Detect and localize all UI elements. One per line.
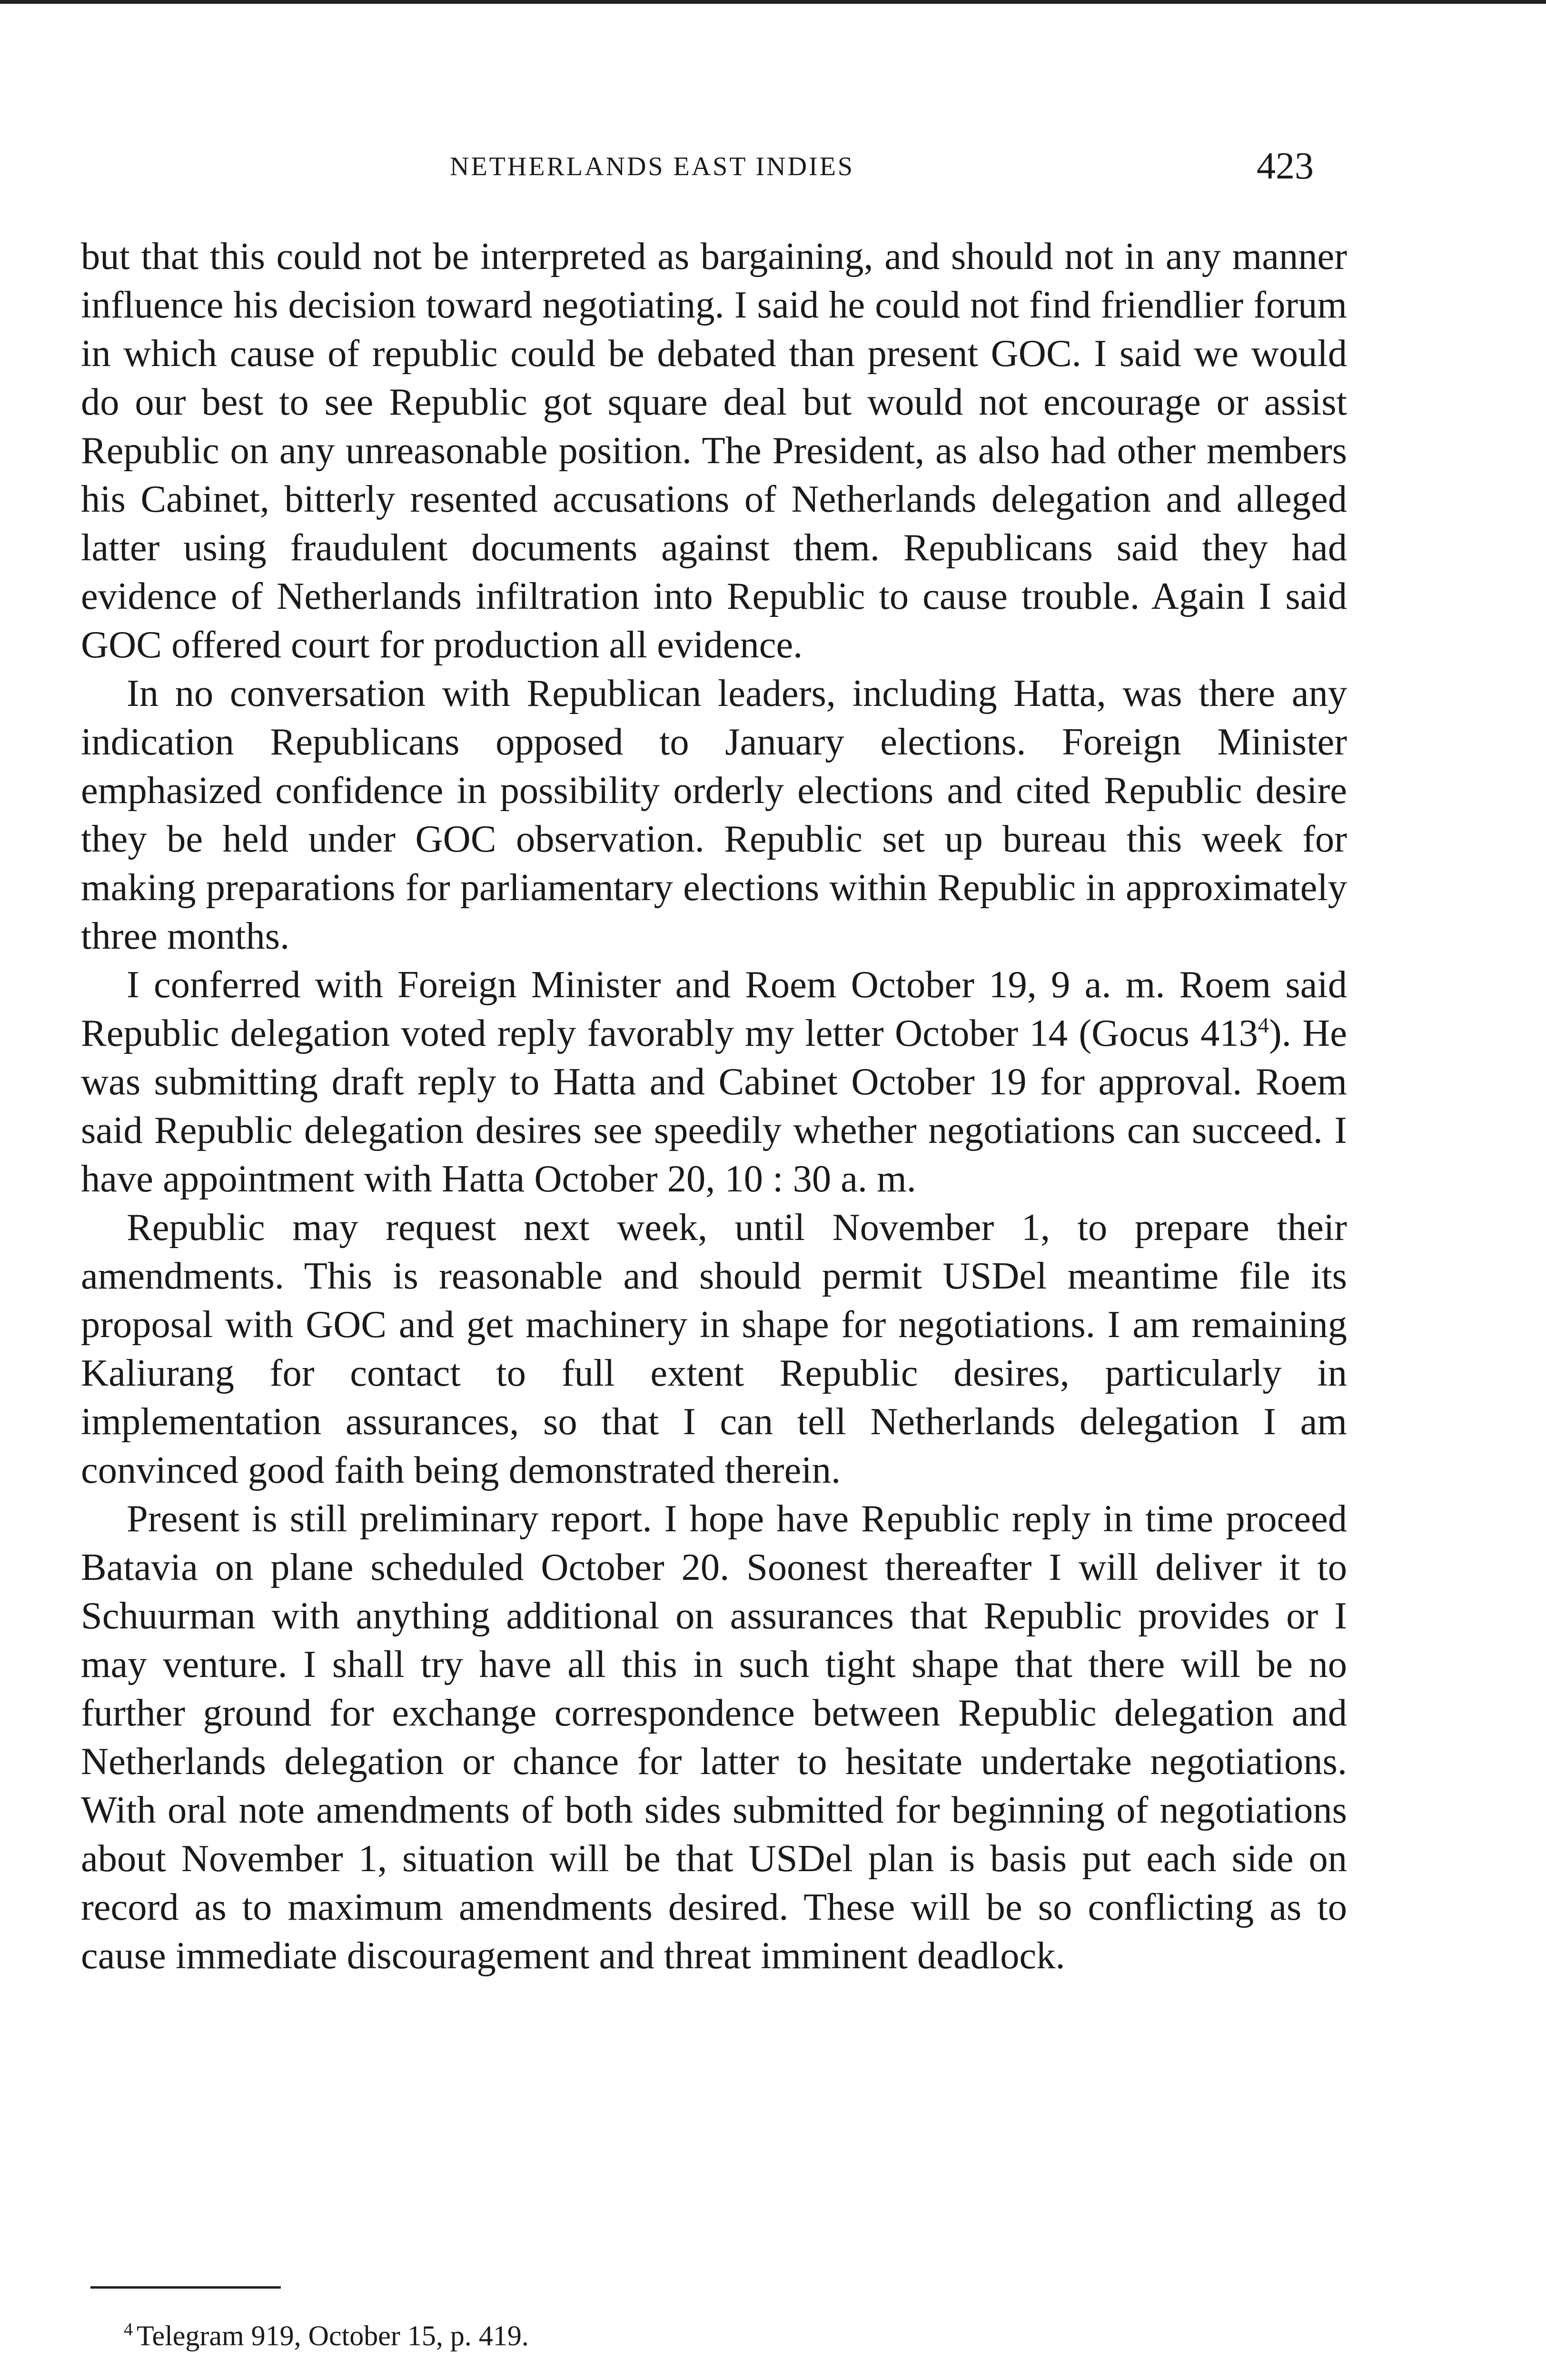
top-edge-rule [0,0,1546,4]
paragraph-3-text-after: ). He was submitting draft reply to Hatta and Cabinet October 19 for approval. Roem said Republic delegation desires see speedily whether negotiations can succeed. I have appointment with Hatta October 20, 10 : 30 a. m. [81,1012,1347,1200]
paragraph-2: In no conversation with Republican leaders, including Hatta, was there any indication Republicans opposed to January elections. Foreign Minister emphasized confidence in possibility orderly elections and cited Republic desire they be held under GOC observation. Republic set up bureau this week for making preparations for parliamentary elections within Republic in approximately three months. [81,672,1347,957]
paragraph-5: Present is still preliminary report. I hope have Republic reply in time proceed Batavia on plane scheduled October 20. Soonest thereafter I will deliver it to Schuurman with anything additional on assurances that Republic provides or I may venture. I shall try have all this in such tight shape that there will be no further ground for exchange correspondence between Republic delegation and Netherlands delegation or chance for latter to hesitate undertake negotiations. With oral note amendments of both sides submitted for beginning of negotiations about November 1, situation will be that USDel plan is basis put each side on record as to maximum amendments desired. These will be so conflicting as to cause immediate discouragement and threat imminent deadlock. [81,1497,1347,1977]
paragraph-4: Republic may request next week, until November 1, to prepare their amendments. This is reasonable and should permit USDel meantime file its proposal with GOC and get machinery in shape for negotiations. I am remaining Kaliurang for contact to full extent Republic desires, particularly in implementation assurances, so that I can tell Netherlands delegation I am convinced good faith being demonstrated therein. [81,1206,1347,1491]
footnote-text: Telegram 919, October 15, p. 419. [137,2320,529,2351]
footnote-rule [90,2286,281,2289]
paragraph-3-text-before: I conferred with Foreign Minister and Roem October 19, 9 a. m. Roem said Republic delegation voted reply favorably my letter October 14 (Gocus 413 [81,963,1347,1054]
body-text [81,232,1347,1980]
page-number: 423 [1257,145,1314,187]
paragraph-1: but that this could not be interpreted as bargaining, and should not in any manner influence his decision toward negotiating. I said he could not find friendlier forum in which cause of republic could be debated than present GOC. I said we would do our best to see Republic got square deal but would not encourage or assist Republic on any unreasonable position. The President, as also had other members his Cabinet, bitterly resented accusations of Netherlands delegation and alleged latter using fraudulent documents against them. Republicans said they had evidence of Netherlands infiltration into Republic to cause trouble. Again I said GOC offered court for production all evidence. [81,235,1347,666]
footnote-marker: 4 [124,2320,133,2340]
footnote [124,2312,529,2353]
running-head [0,145,1546,194]
footnote-reference: 4 [1258,1013,1269,1038]
running-title: NETHERLANDS EAST INDIES [450,152,855,181]
paragraph-3 [81,961,1347,1203]
